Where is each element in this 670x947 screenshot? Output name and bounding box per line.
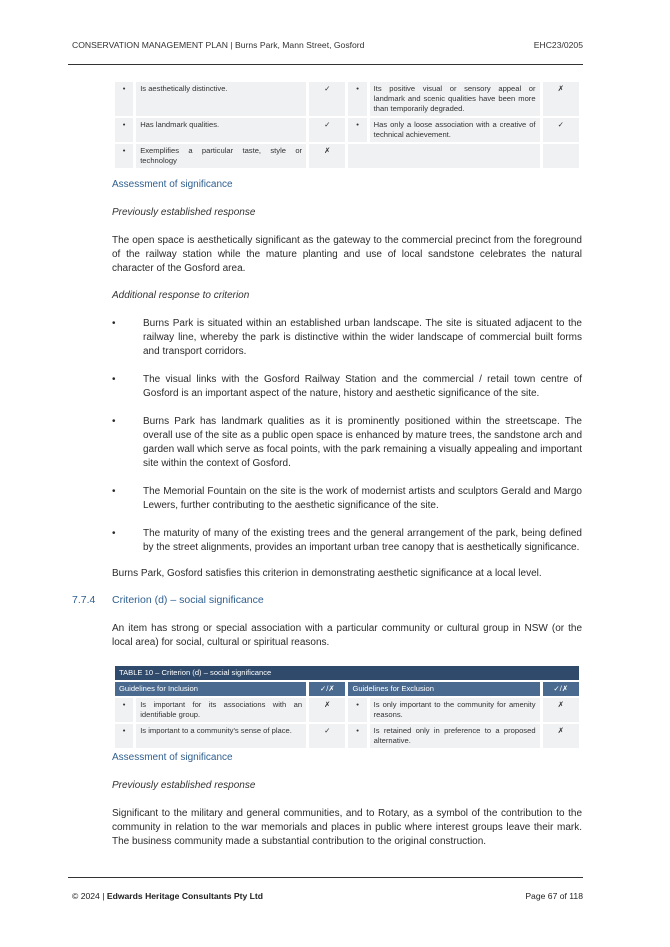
previous-response-label: Previously established response [112, 207, 256, 218]
bullet: • [112, 416, 116, 427]
table-row [115, 82, 579, 116]
exclusion-text: Is retained only in preference to a proposed alternative. [370, 724, 540, 748]
bullet: • [115, 144, 133, 168]
bullet: • [115, 724, 133, 748]
list-item [112, 317, 582, 359]
bullet: • [348, 82, 366, 116]
page-header [72, 40, 583, 54]
list-item [112, 373, 582, 401]
previous-response-text: The open space is aesthetically significant as the gateway to the commercial precinct from the foreground of the railway station while the mature planting and use of local sandstone celebrates the natural character of the Gosford area. [112, 235, 582, 274]
inclusion-header: Guidelines for Inclusion [115, 682, 306, 696]
mark-header: ✓/✗ [543, 682, 579, 696]
bullet-text: The maturity of many of the existing trees and the general arrangement of the park, being defined by the street alignments, provides an important urban tree canopy that is aesthetically significance. [143, 528, 582, 553]
bullet: • [348, 698, 366, 722]
bullet: • [112, 528, 116, 539]
list-item [112, 415, 582, 471]
inclusion-mark: ✓ [309, 82, 345, 116]
bullet: • [112, 318, 116, 329]
section-intro: An item has strong or special association with a particular community or cultural group in NSW (or the local area) for social, cultural or spiritual reasons. [112, 623, 582, 648]
table-row [115, 724, 579, 748]
section-title: Criterion (d) – social significance [112, 594, 264, 606]
exclusion-text: Has only a loose association with a creative of technical achievement. [370, 118, 540, 142]
table-header-row [115, 682, 579, 696]
exclusion-text: Its positive visual or sensory appeal or landmark and scenic qualities have been more than temporarily degraded. [370, 82, 540, 116]
social-criteria-table [112, 664, 582, 750]
page-number: Page 67 of 118 [525, 891, 583, 901]
table-row [115, 144, 579, 168]
inclusion-mark: ✓ [309, 724, 345, 748]
exclusion-text: Is only important to the community for amenity reasons. [370, 698, 540, 722]
bullet: • [112, 486, 116, 497]
footer-rule [68, 877, 583, 878]
bullet: • [348, 118, 366, 142]
assessment-heading: Assessment of significance [112, 179, 233, 190]
empty-cell [543, 144, 579, 168]
bullet: • [112, 374, 116, 385]
aesthetic-criteria-table [112, 80, 582, 170]
bullet: • [115, 118, 133, 142]
table-caption: TABLE 10 – Criterion (d) – social significance [115, 666, 579, 680]
exclusion-mark: ✗ [543, 698, 579, 722]
inclusion-mark: ✓ [309, 118, 345, 142]
list-item [112, 527, 582, 555]
inclusion-text: Is important for its associations with an identifiable group. [136, 698, 306, 722]
inclusion-text: Is important to a community's sense of place. [136, 724, 306, 748]
inclusion-mark: ✗ [309, 144, 345, 168]
table-caption-row [115, 666, 579, 680]
exclusion-mark: ✓ [543, 118, 579, 142]
conclusion-text: Burns Park, Gosford satisfies this criterion in demonstrating aesthetic significance at a local level. [112, 568, 542, 579]
bullet-text: The visual links with the Gosford Railway Station and the commercial / retail town centre of Gosford is an important aspect of the nature, history and aesthetic significance of the site. [143, 374, 582, 399]
section-number: 7.7.4 [72, 594, 96, 606]
assessment-heading: Assessment of significance [112, 752, 233, 763]
table-row [115, 118, 579, 142]
company-name: Edwards Heritage Consultants Pty Ltd [106, 891, 264, 901]
inclusion-mark: ✗ [309, 698, 345, 722]
inclusion-text: Has landmark qualities. [136, 118, 306, 142]
inclusion-text: Exemplifies a particular taste, style or technology [136, 144, 306, 168]
header-doc-ref: EHC23/0205 [533, 40, 583, 50]
bullet: • [115, 82, 133, 116]
additional-response-label: Additional response to criterion [112, 290, 250, 301]
bullet-text: Burns Park has landmark qualities as it is prominently positioned within the streetscape. The overall use of the site as a public open space is enhanced by mature trees, the sandstone arch and garden wall which serve as focal points, with the park remaining a visually appealing and important site within the context of Gosford. [143, 416, 582, 469]
exclusion-header: Guidelines for Exclusion [348, 682, 539, 696]
bullet-text: Burns Park is situated within an established urban landscape. The site is situated adjacent to the railway line, whereby the park is distinctive within the wider landscape of commercial built forms and transport corridors. [143, 318, 582, 357]
bullet: • [348, 724, 366, 748]
exclusion-mark: ✗ [543, 724, 579, 748]
mark-header: ✓/✗ [309, 682, 345, 696]
exclusion-mark: ✗ [543, 82, 579, 116]
previous-response-label: Previously established response [112, 780, 256, 791]
bullet-text: The Memorial Fountain on the site is the work of modernist artists and sculptors Gerald and Margo Lewers, further contributing to the aesthetic significance of the site. [143, 486, 582, 511]
copyright-text: © 2024 | [72, 891, 107, 901]
footer-copyright [72, 891, 263, 901]
empty-cell [348, 144, 539, 168]
header-title: CONSERVATION MANAGEMENT PLAN | Burns Park, Mann Street, Gosford [72, 40, 365, 50]
criterion-bullet-list [112, 317, 582, 555]
header-rule [68, 64, 583, 65]
inclusion-text: Is aesthetically distinctive. [136, 82, 306, 116]
previous-response-text: Significant to the military and general communities, and to Rotary, as a symbol of the contribution to the community in relation to the war memorials and places in public where interest groups leave their mark. The business community made a substantial contribution to the original construction. [112, 808, 582, 847]
table-row [115, 698, 579, 722]
bullet: • [115, 698, 133, 722]
list-item [112, 485, 582, 513]
